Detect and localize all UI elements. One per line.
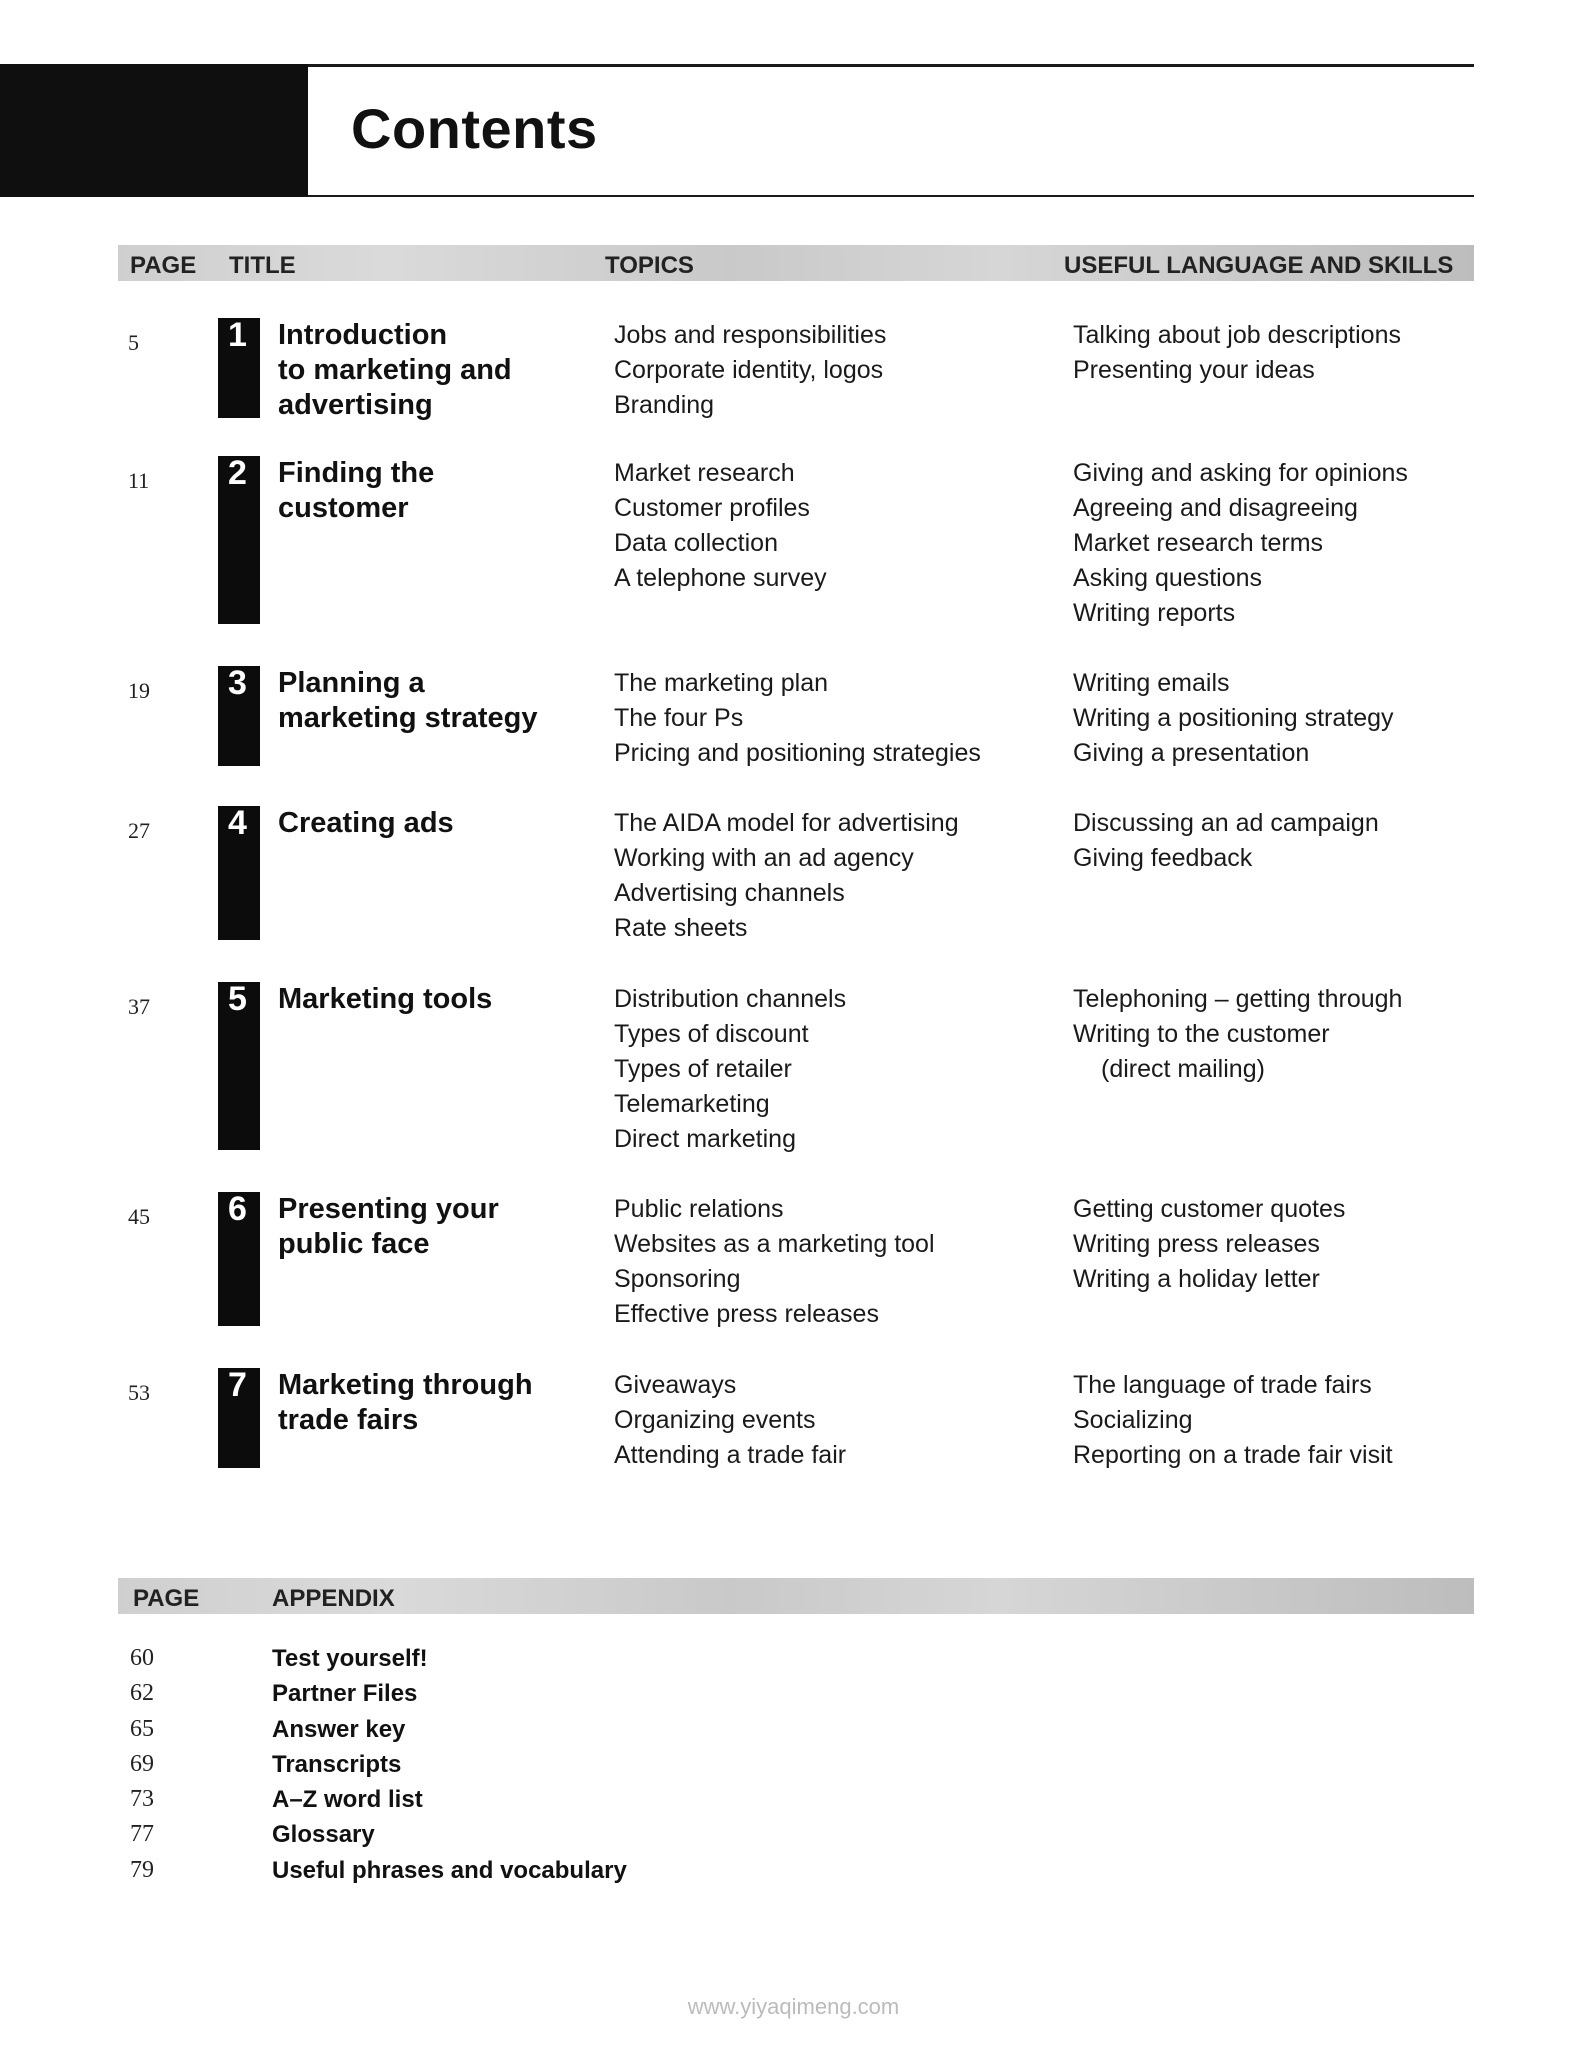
topic-item: Effective press releases [614, 1300, 879, 1328]
skill-item: Agreeing and disagreeing [1073, 494, 1358, 522]
topic-item: Websites as a marketing tool [614, 1230, 935, 1258]
unit-page-number: 45 [128, 1204, 150, 1229]
unit-title-line: Finding the [278, 457, 435, 489]
unit-page-number: 53 [128, 1380, 150, 1405]
unit-title-line: public face [278, 1228, 430, 1260]
unit-title-line: Creating ads [278, 807, 454, 839]
skill-item: Writing press releases [1073, 1230, 1320, 1258]
unit-topics [614, 666, 981, 771]
unit-skills [1073, 982, 1402, 1087]
unit-topics [614, 982, 846, 1157]
unit-title-line: trade fairs [278, 1404, 419, 1436]
topic-item: Advertising channels [614, 879, 845, 907]
topic-item: Market research [614, 459, 795, 487]
unit-title-line: Presenting your [278, 1193, 499, 1225]
header-black-block [0, 64, 308, 197]
topic-item: Attending a trade fair [614, 1441, 847, 1469]
skill-item: (direct mailing) [1101, 1055, 1265, 1083]
unit-topics [614, 1192, 935, 1332]
topic-item: Data collection [614, 529, 778, 557]
topic-item: Jobs and responsibilities [614, 321, 887, 349]
skill-item: Getting customer quotes [1073, 1195, 1346, 1223]
appendix-page: 65 [130, 1715, 154, 1742]
unit-skills [1073, 666, 1394, 771]
col-header-skills: USEFUL LANGUAGE AND SKILLS [1064, 252, 1454, 279]
topic-item: Direct marketing [614, 1125, 796, 1153]
appendix-page: 79 [130, 1856, 154, 1883]
unit-title-line: Marketing tools [278, 983, 493, 1015]
appendix-title: Useful phrases and vocabulary [272, 1856, 627, 1884]
unit-page-number: 27 [128, 818, 150, 843]
topic-item: The four Ps [614, 704, 744, 732]
skill-item: The language of trade fairs [1073, 1371, 1372, 1399]
unit-title-line: Introduction [278, 319, 448, 351]
skill-item: Writing reports [1073, 599, 1236, 627]
topic-item: Types of discount [614, 1020, 809, 1048]
skill-item: Market research terms [1073, 529, 1324, 557]
header-top-rule [308, 64, 1474, 67]
unit-skills [1073, 806, 1379, 876]
appendix-header-band [118, 1578, 1474, 1614]
skill-item: Discussing an ad campaign [1073, 809, 1379, 837]
unit-page-number: 5 [128, 330, 139, 355]
topic-item: Giveaways [614, 1371, 737, 1399]
appendix-col-page: PAGE [133, 1585, 200, 1612]
unit-title [278, 806, 454, 841]
topic-item: The AIDA model for advertising [614, 809, 959, 837]
topic-item: Customer profiles [614, 494, 810, 522]
appendix-title: Transcripts [272, 1750, 402, 1778]
unit-skills [1073, 1192, 1345, 1297]
appendix-col-title: APPENDIX [272, 1585, 395, 1612]
skill-item: Writing emails [1073, 669, 1230, 697]
skill-item: Giving a presentation [1073, 739, 1310, 767]
appendix-page: 62 [130, 1680, 154, 1707]
appendix-page: 73 [130, 1786, 154, 1813]
skill-item: Writing to the customer [1073, 1020, 1330, 1048]
appendix-title: Test yourself! [272, 1645, 428, 1672]
skill-item: Socializing [1073, 1406, 1193, 1434]
unit-page-number: 11 [128, 468, 150, 493]
unit-topics [614, 456, 827, 596]
unit-title [278, 1192, 499, 1262]
appendix-title: A–Z word list [272, 1786, 423, 1814]
unit-title [278, 1368, 533, 1438]
skill-item: Telephoning – getting through [1073, 985, 1403, 1013]
topic-item: Telemarketing [614, 1090, 770, 1118]
unit-topics [614, 806, 959, 946]
skill-item: Asking questions [1073, 564, 1263, 592]
appendix-page: 69 [130, 1750, 154, 1777]
col-header-topics: TOPICS [605, 252, 694, 279]
unit-title [278, 982, 492, 1017]
unit-title [278, 666, 538, 736]
col-header-page: PAGE [130, 252, 197, 279]
unit-title-line: marketing strategy [278, 702, 538, 734]
skill-item: Talking about job descriptions [1073, 321, 1401, 349]
topic-item: Working with an ad agency [614, 844, 914, 872]
unit-title [278, 456, 434, 526]
topic-item: Pricing and positioning strategies [614, 739, 981, 767]
topic-item: Rate sheets [614, 914, 748, 942]
page-title: Contents [351, 97, 598, 160]
topic-item: Types of retailer [614, 1055, 792, 1083]
unit-title-line: to marketing and [278, 354, 512, 386]
unit-title-line: Planning a [278, 667, 425, 699]
topic-item: Branding [614, 391, 715, 419]
unit-number: 7 [228, 1366, 247, 1404]
unit-page-number: 19 [128, 678, 150, 703]
topic-item: A telephone survey [614, 564, 827, 592]
unit-number: 3 [228, 664, 247, 702]
col-header-title: TITLE [229, 252, 296, 279]
topic-item: Corporate identity, logos [614, 356, 884, 384]
unit-skills [1073, 1368, 1393, 1473]
skill-item: Reporting on a trade fair visit [1073, 1441, 1393, 1469]
skill-item: Giving and asking for opinions [1073, 459, 1408, 487]
topic-item: The marketing plan [614, 669, 829, 697]
unit-skills [1073, 318, 1401, 388]
watermark: www.yiyaqimeng.com [687, 1994, 900, 2019]
unit-number: 4 [228, 804, 247, 842]
skill-item: Giving feedback [1073, 844, 1253, 872]
appendix-page: 60 [130, 1645, 154, 1671]
unit-page-number: 37 [128, 994, 150, 1019]
unit-title [278, 318, 512, 423]
skill-item: Writing a holiday letter [1073, 1265, 1320, 1293]
header-bottom-rule [308, 195, 1474, 197]
topic-item: Organizing events [614, 1406, 816, 1434]
unit-number: 2 [228, 454, 247, 492]
skill-item: Presenting your ideas [1073, 356, 1315, 384]
appendix-title: Answer key [272, 1715, 406, 1743]
unit-number: 6 [228, 1190, 247, 1228]
unit-topics [614, 318, 886, 423]
unit-skills [1073, 456, 1408, 631]
unit-title-line: advertising [278, 389, 433, 421]
topic-item: Distribution channels [614, 985, 847, 1013]
appendix-title: Partner Files [272, 1680, 418, 1708]
table-header-band [118, 245, 1474, 281]
appendix-title: Glossary [272, 1821, 375, 1849]
unit-number: 1 [228, 316, 247, 354]
topic-item: Public relations [614, 1195, 784, 1223]
skill-item: Writing a positioning strategy [1073, 704, 1394, 732]
unit-title-line: Marketing through [278, 1369, 533, 1401]
appendix-page: 77 [130, 1821, 154, 1848]
unit-topics [614, 1368, 846, 1473]
topic-item: Sponsoring [614, 1265, 741, 1293]
unit-title-line: customer [278, 492, 409, 524]
unit-number: 5 [228, 980, 247, 1018]
